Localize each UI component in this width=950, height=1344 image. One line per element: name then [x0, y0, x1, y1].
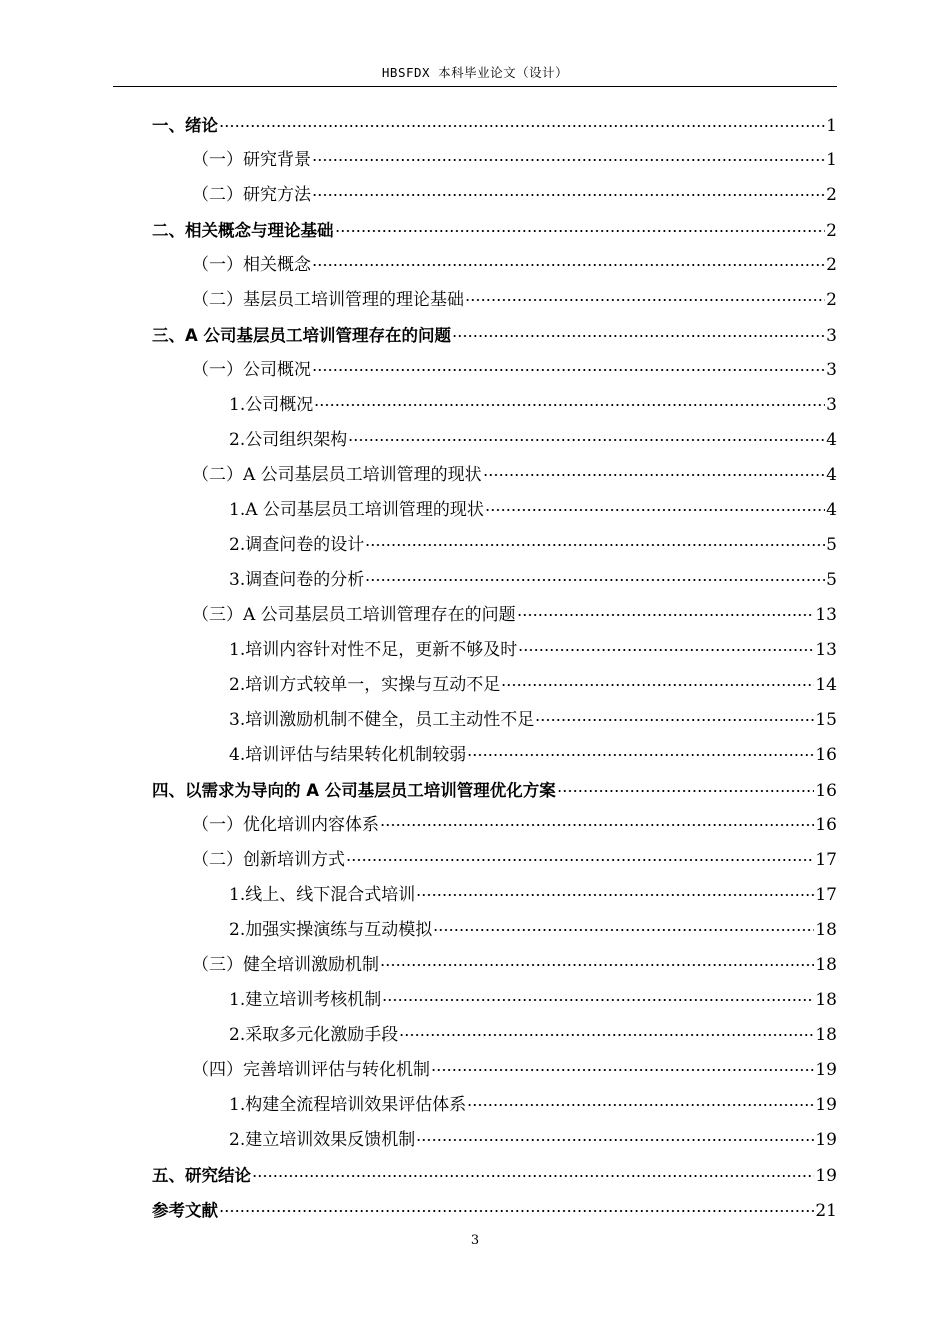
toc-entry-page: 14: [815, 675, 837, 695]
toc-leader-dots: [335, 230, 826, 232]
toc-leader-dots: [535, 719, 814, 721]
toc-entry-title: （一）公司概况: [192, 360, 311, 380]
toc-entry[interactable]: [152, 178, 837, 213]
toc-entry[interactable]: [152, 1088, 837, 1123]
toc-entry[interactable]: [152, 388, 837, 423]
toc-leader-dots: [416, 894, 814, 896]
toc-leader-dots: [252, 1175, 814, 1177]
page-header: [113, 60, 837, 87]
toc-leader-dots: [365, 544, 825, 546]
toc-entry-page: 18: [815, 955, 837, 975]
toc-entry[interactable]: [152, 878, 837, 913]
toc-entry-title: 1.建立培训考核机制: [229, 990, 382, 1010]
toc-entry[interactable]: [152, 1123, 837, 1158]
toc-entry-page: 13: [815, 605, 837, 625]
toc-entry-page: 16: [815, 815, 837, 835]
toc-leader-dots: [431, 1069, 814, 1071]
toc-entry-page: 17: [815, 850, 837, 870]
toc-entry[interactable]: [152, 493, 837, 528]
toc-entry[interactable]: [152, 1053, 837, 1088]
toc-entry[interactable]: [152, 1193, 837, 1228]
toc-entry-page: 19: [815, 1130, 837, 1150]
toc-entry[interactable]: [152, 668, 837, 703]
toc-entry-page: 19: [815, 1095, 837, 1115]
toc-entry-title: （三）健全培训激励机制: [192, 955, 379, 975]
toc-entry-title: 一、绪论: [152, 116, 218, 135]
toc-entry[interactable]: [152, 843, 837, 878]
toc-entry[interactable]: [152, 633, 837, 668]
toc-leader-dots: [517, 614, 815, 616]
toc-entry-page: 2: [826, 185, 837, 205]
toc-entry-title: 2.公司组织架构: [229, 430, 348, 450]
toc-entry[interactable]: [152, 458, 837, 493]
toc-leader-dots: [433, 929, 814, 931]
toc-entry[interactable]: [152, 283, 837, 318]
toc-entry-title: 1.公司概况: [229, 395, 314, 415]
toc-entry-title: （四）完善培训评估与转化机制: [192, 1060, 430, 1080]
toc-entry[interactable]: [152, 808, 837, 843]
toc-entry-page: 1: [826, 150, 837, 170]
toc-entry-page: 4: [826, 430, 837, 450]
toc-entry-title: 1.A 公司基层员工培训管理的现状: [229, 500, 484, 520]
table-of-contents: [152, 108, 837, 1228]
toc-entry-page: 19: [815, 1166, 837, 1186]
toc-leader-dots: [399, 1034, 814, 1036]
toc-entry-title: 四、以需求为导向的 A 公司基层员工培训管理优化方案: [152, 781, 556, 800]
toc-leader-dots: [557, 790, 815, 792]
toc-entry-title: 2.建立培训效果反馈机制: [229, 1130, 416, 1150]
toc-entry-page: 1: [826, 116, 837, 136]
toc-entry-title: （一）优化培训内容体系: [192, 815, 379, 835]
toc-entry[interactable]: [152, 1018, 837, 1053]
toc-entry-page: 17: [815, 885, 837, 905]
toc-entry[interactable]: [152, 318, 837, 353]
toc-entry-title: 1.培训内容针对性不足，更新不够及时: [229, 640, 518, 660]
toc-entry-title: 3.培训激励机制不健全，员工主动性不足: [229, 710, 535, 730]
toc-entry[interactable]: [152, 773, 837, 808]
toc-entry[interactable]: [152, 108, 837, 143]
toc-leader-dots: [312, 264, 825, 266]
toc-leader-dots: [314, 404, 825, 406]
toc-leader-dots: [485, 509, 825, 511]
toc-entry-page: 18: [815, 920, 837, 940]
toc-entry-title: 1.构建全流程培训效果评估体系: [229, 1095, 467, 1115]
toc-entry-title: （二）创新培训方式: [192, 850, 345, 870]
toc-entry-page: 19: [815, 1060, 837, 1080]
toc-entry-page: 15: [815, 710, 837, 730]
toc-entry-title: （二）基层员工培训管理的理论基础: [192, 290, 464, 310]
toc-leader-dots: [518, 649, 814, 651]
toc-leader-dots: [467, 754, 814, 756]
toc-entry-page: 2: [826, 255, 837, 275]
toc-entry-title: 3.调查问卷的分析: [229, 570, 365, 590]
toc-entry-page: 5: [826, 570, 837, 590]
toc-entry-page: 5: [826, 535, 837, 555]
toc-entry-title: 2.加强实操演练与互动模拟: [229, 920, 433, 940]
toc-leader-dots: [467, 1104, 814, 1106]
toc-entry-page: 3: [826, 326, 837, 346]
toc-leader-dots: [219, 1210, 814, 1212]
toc-entry[interactable]: [152, 703, 837, 738]
toc-leader-dots: [501, 684, 814, 686]
toc-entry-title: 二、相关概念与理论基础: [152, 221, 334, 240]
toc-entry-title: （三）A 公司基层员工培训管理存在的问题: [192, 605, 516, 625]
toc-entry-page: 2: [826, 290, 837, 310]
toc-entry-page: 4: [826, 500, 837, 520]
header-title: HBSFDX 本科毕业论文（设计）: [381, 65, 569, 80]
toc-entry[interactable]: [152, 213, 837, 248]
toc-entry-title: 五、研究结论: [152, 1166, 251, 1185]
toc-entry-title: （一）相关概念: [192, 255, 311, 275]
toc-leader-dots: [346, 859, 814, 861]
toc-entry[interactable]: [152, 563, 837, 598]
toc-entry-page: 2: [826, 221, 837, 241]
toc-leader-dots: [452, 335, 825, 337]
toc-entry-title: 4.培训评估与结果转化机制较弱: [229, 745, 467, 765]
toc-leader-dots: [382, 999, 814, 1001]
toc-entry-page: 13: [815, 640, 837, 660]
toc-leader-dots: [312, 369, 825, 371]
toc-leader-dots: [465, 299, 825, 301]
toc-entry-title: （一）研究背景: [192, 150, 311, 170]
toc-entry-page: 3: [826, 360, 837, 380]
toc-entry[interactable]: [152, 913, 837, 948]
toc-entry-title: 2.培训方式较单一，实操与互动不足: [229, 675, 501, 695]
toc-leader-dots: [312, 159, 825, 161]
toc-leader-dots: [380, 964, 814, 966]
toc-entry[interactable]: [152, 423, 837, 458]
toc-leader-dots: [348, 439, 825, 441]
toc-leader-dots: [483, 474, 825, 476]
toc-entry-title: 三、A 公司基层员工培训管理存在的问题: [152, 326, 452, 345]
toc-entry-page: 18: [815, 990, 837, 1010]
toc-entry-title: （二）研究方法: [192, 185, 311, 205]
toc-entry[interactable]: [152, 528, 837, 563]
toc-entry[interactable]: [152, 598, 837, 633]
toc-entry[interactable]: [152, 143, 837, 178]
toc-entry-title: （二）A 公司基层员工培训管理的现状: [192, 465, 482, 485]
toc-leader-dots: [416, 1139, 814, 1141]
toc-entry-page: 4: [826, 465, 837, 485]
toc-entry[interactable]: [152, 1158, 837, 1193]
toc-leader-dots: [312, 194, 825, 196]
toc-entry-title: 2.采取多元化激励手段: [229, 1025, 399, 1045]
toc-entry[interactable]: [152, 353, 837, 388]
toc-entry-title: 1.线上、线下混合式培训: [229, 885, 416, 905]
toc-entry[interactable]: [152, 738, 837, 773]
toc-entry[interactable]: [152, 248, 837, 283]
toc-entry-page: 16: [815, 745, 837, 765]
toc-entry[interactable]: [152, 948, 837, 983]
toc-entry[interactable]: [152, 983, 837, 1018]
page-number: 3: [470, 1233, 480, 1248]
toc-entry-page: 21: [815, 1201, 837, 1221]
toc-leader-dots: [219, 125, 825, 127]
toc-entry-page: 16: [815, 781, 837, 801]
toc-leader-dots: [380, 824, 814, 826]
toc-entry-title: 参考文献: [152, 1201, 218, 1220]
toc-entry-page: 18: [815, 1025, 837, 1045]
toc-leader-dots: [365, 579, 825, 581]
toc-entry-title: 2.调查问卷的设计: [229, 535, 365, 555]
toc-entry-page: 3: [826, 395, 837, 415]
